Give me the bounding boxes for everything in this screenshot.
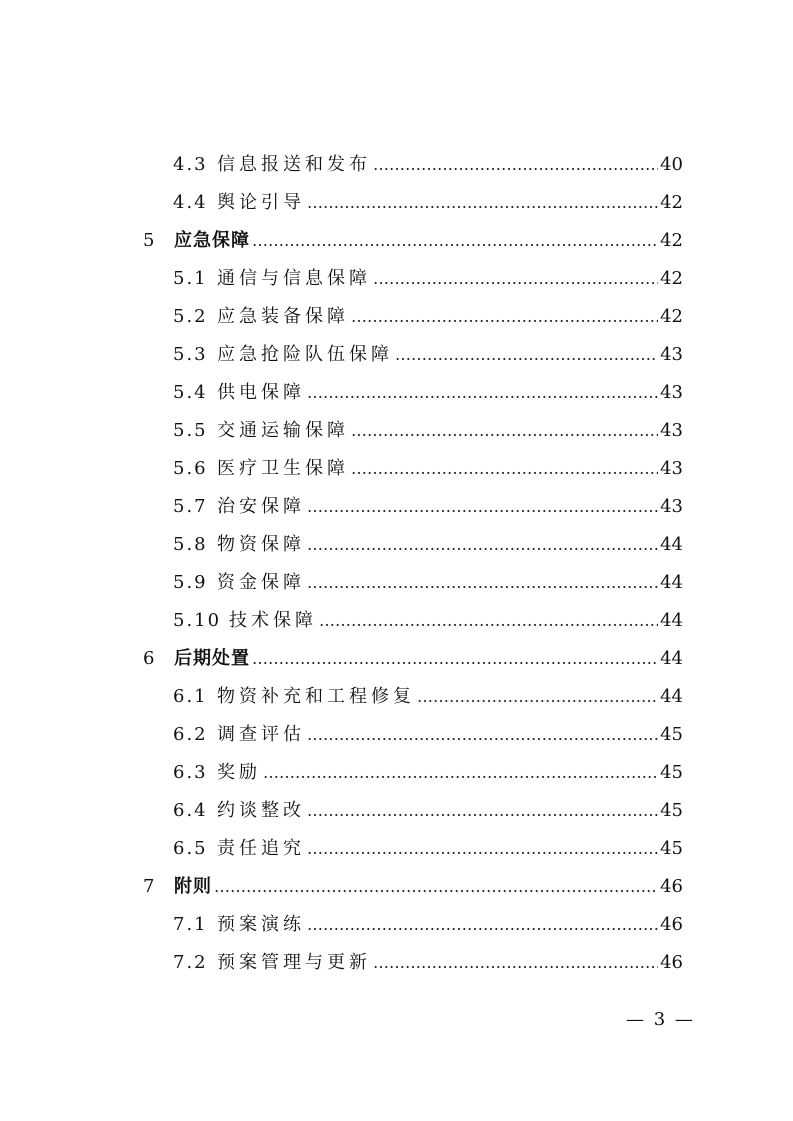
toc-entry-title: 通信与信息保障 xyxy=(217,268,371,289)
toc-entry-number: 5.4 xyxy=(173,382,208,403)
toc-entry-title: 预案管理与更新 xyxy=(217,952,371,973)
toc-dot-leader xyxy=(307,716,658,754)
toc-entry[interactable] xyxy=(173,488,683,526)
toc-entry[interactable] xyxy=(173,716,683,754)
toc-entry[interactable] xyxy=(173,260,683,298)
toc-entry-page: 43 xyxy=(660,496,683,517)
toc-entry-title: 资金保障 xyxy=(217,572,305,593)
toc-entry-title: 奖励 xyxy=(217,762,261,783)
toc-dot-leader xyxy=(214,868,658,906)
toc-entry-title: 技术保障 xyxy=(229,610,317,631)
toc-entry-page: 45 xyxy=(660,838,683,859)
toc-entry[interactable] xyxy=(173,792,683,830)
toc-dot-leader xyxy=(395,336,658,374)
toc-entry-title: 责任追究 xyxy=(217,838,305,859)
toc-entry-number: 5.9 xyxy=(173,572,208,593)
toc-entry-number: 7.2 xyxy=(173,952,208,973)
toc-entry[interactable] xyxy=(173,450,683,488)
toc-entry-number: 6.3 xyxy=(173,762,208,783)
toc-entry-number: 6.2 xyxy=(173,724,208,745)
toc-entry-number: 5.5 xyxy=(173,420,208,441)
toc-entry[interactable] xyxy=(173,412,683,450)
toc-entry-number: 4.3 xyxy=(173,154,208,175)
toc-entry-page: 46 xyxy=(660,914,683,935)
toc-dot-leader xyxy=(351,412,658,450)
toc-entry-number: 5 xyxy=(143,230,157,251)
toc-entry-number: 6.5 xyxy=(173,838,208,859)
toc-dot-leader xyxy=(373,146,658,184)
toc-entry-number: 5.3 xyxy=(173,344,208,365)
toc-entry-page: 43 xyxy=(660,382,683,403)
toc-entry[interactable] xyxy=(173,906,683,944)
toc-entry[interactable] xyxy=(173,374,683,412)
toc-dot-leader xyxy=(351,298,658,336)
toc-entry-title: 医疗卫生保障 xyxy=(217,458,349,479)
toc-entry-page: 44 xyxy=(660,572,683,593)
toc-entry-number: 5.10 xyxy=(173,610,222,631)
toc-chapter-entry[interactable] xyxy=(143,222,683,260)
toc-entry-page: 42 xyxy=(660,192,683,213)
toc-dot-leader xyxy=(263,754,658,792)
toc-entry-number: 6.1 xyxy=(173,686,208,707)
toc-entry-page: 44 xyxy=(660,686,683,707)
toc-entry-title: 物资补充和工程修复 xyxy=(217,686,415,707)
toc-entry-number: 7 xyxy=(143,876,157,897)
toc-entry-title: 供电保障 xyxy=(217,382,305,403)
toc-entry-page: 44 xyxy=(660,534,683,555)
toc-entry[interactable] xyxy=(173,602,683,640)
toc-dot-leader xyxy=(319,602,658,640)
toc-entry-number: 5.6 xyxy=(173,458,208,479)
toc-entry-page: 46 xyxy=(660,952,683,973)
toc-entry[interactable] xyxy=(173,754,683,792)
toc-entry-title: 物资保障 xyxy=(217,534,305,555)
toc-chapter-entry[interactable] xyxy=(143,868,683,906)
toc-dot-leader xyxy=(307,526,658,564)
toc-entry-page: 42 xyxy=(660,230,683,251)
toc-entry-page: 45 xyxy=(660,800,683,821)
toc-entry-title: 信息报送和发布 xyxy=(217,154,371,175)
toc-entry-number: 7.1 xyxy=(173,914,208,935)
toc-dot-leader xyxy=(417,678,658,716)
toc-entry-title: 应急装备保障 xyxy=(217,306,349,327)
toc-entry-page: 42 xyxy=(660,268,683,289)
toc-dot-leader xyxy=(373,944,658,982)
toc-chapter-entry[interactable] xyxy=(143,640,683,678)
toc-entry-title: 约谈整改 xyxy=(217,800,305,821)
toc-entry-title: 应急保障 xyxy=(174,230,250,251)
toc-entry[interactable] xyxy=(173,298,683,336)
toc-entry-page: 46 xyxy=(660,876,683,897)
toc-dot-leader xyxy=(307,906,658,944)
page-number: — 3 — xyxy=(626,1009,695,1030)
toc-entry[interactable] xyxy=(173,944,683,982)
toc-entry-number: 6 xyxy=(143,648,157,669)
toc-entry[interactable] xyxy=(173,146,683,184)
toc-entry-page: 43 xyxy=(660,344,683,365)
toc-dot-leader xyxy=(252,640,658,678)
toc-dot-leader xyxy=(373,260,658,298)
toc-entry-number: 5.8 xyxy=(173,534,208,555)
toc-entry-page: 42 xyxy=(660,306,683,327)
toc-entry-title: 预案演练 xyxy=(217,914,305,935)
toc-dot-leader xyxy=(351,450,658,488)
toc-entry-number: 5.2 xyxy=(173,306,208,327)
toc-entry-title: 交通运输保障 xyxy=(217,420,349,441)
toc-entry-title: 后期处置 xyxy=(174,648,250,669)
toc-entry[interactable] xyxy=(173,526,683,564)
toc-entry-page: 44 xyxy=(660,610,683,631)
toc-entry-number: 6.4 xyxy=(173,800,208,821)
toc-entry[interactable] xyxy=(173,184,683,222)
toc-entry[interactable] xyxy=(173,336,683,374)
toc-entry-title: 应急抢险队伍保障 xyxy=(217,344,393,365)
toc-entry-title: 附则 xyxy=(174,876,212,897)
toc-dot-leader xyxy=(307,830,658,868)
toc-entry-page: 43 xyxy=(660,420,683,441)
toc-dot-leader xyxy=(307,184,658,222)
toc-entry-page: 45 xyxy=(660,762,683,783)
toc-entry-number: 5.7 xyxy=(173,496,208,517)
toc-dot-leader xyxy=(307,564,658,602)
toc-entry-page: 43 xyxy=(660,458,683,479)
toc-dot-leader xyxy=(252,222,658,260)
toc-entry-title: 舆论引导 xyxy=(217,192,305,213)
toc-dot-leader xyxy=(307,488,658,526)
toc-dot-leader xyxy=(307,374,658,412)
toc-entry-page: 40 xyxy=(660,154,683,175)
toc-entry-title: 调查评估 xyxy=(217,724,305,745)
toc-entry[interactable] xyxy=(173,564,683,602)
toc-entry-title: 治安保障 xyxy=(217,496,305,517)
toc-entry-number: 5.1 xyxy=(173,268,208,289)
toc-entry-page: 44 xyxy=(660,648,683,669)
toc-dot-leader xyxy=(307,792,658,830)
toc-entry[interactable] xyxy=(173,830,683,868)
toc-entry-page: 45 xyxy=(660,724,683,745)
toc-entry-number: 4.4 xyxy=(173,192,208,213)
toc-entry[interactable] xyxy=(173,678,683,716)
